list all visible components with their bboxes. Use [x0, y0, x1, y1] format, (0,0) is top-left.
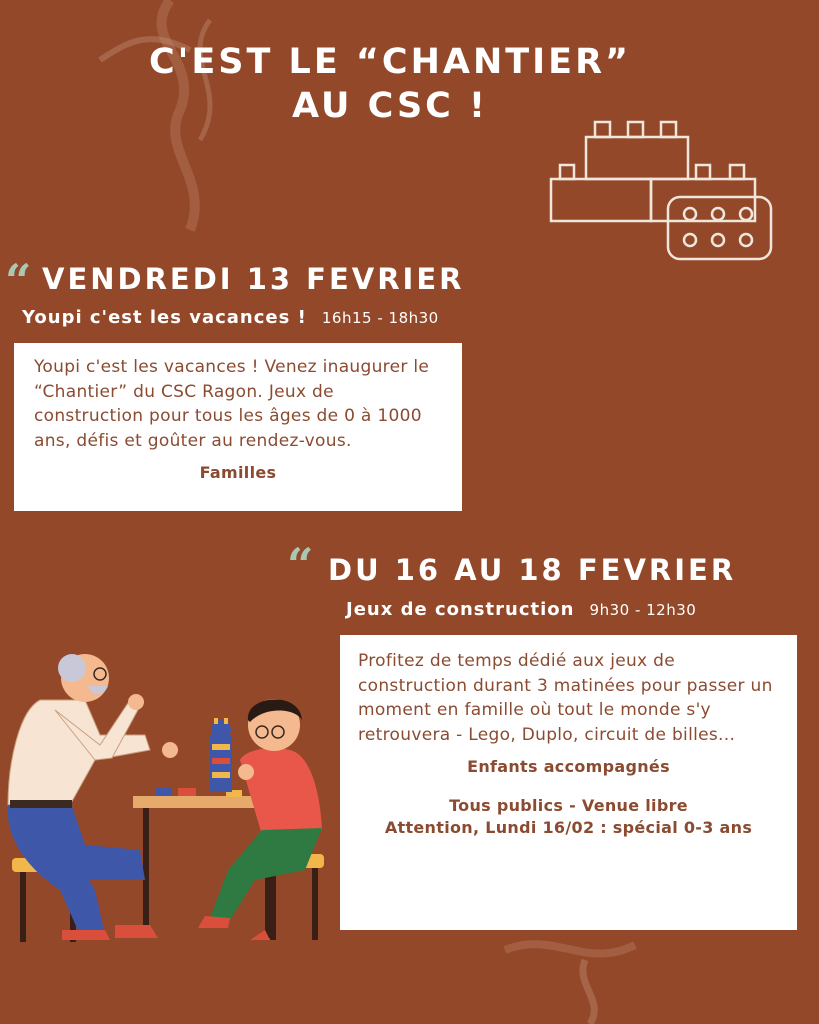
event2-time: 9h30 - 12h30	[589, 601, 697, 619]
event1-date: VENDREDI 13 FEVRIER	[42, 262, 465, 296]
event1-audience: Familles	[199, 463, 277, 482]
page-title	[0, 40, 780, 128]
quote-mark-icon: “	[287, 538, 314, 592]
event2-access: Tous publics - Venue libre	[449, 796, 688, 815]
grandfather-child-playing-blocks	[0, 640, 335, 950]
event2-card	[340, 635, 797, 930]
event1-description: Youpi c'est les vacances ! Venez inaugurer le “Chantier” du CSC Ragon. Jeux de construction pour tous les âges de 0 à 1000 ans, défis et goûter au rendez-vous.	[34, 357, 430, 451]
building-bricks-icon	[548, 120, 776, 262]
title-line-1: C'EST LE “CHANTIER”	[148, 42, 632, 82]
smoke-decoration-bottom	[495, 930, 675, 1024]
event1-card	[14, 343, 462, 511]
event2-notice: Attention, Lundi 16/02 : spécial 0-3 ans	[384, 818, 753, 837]
title-line-2: AU CSC !	[292, 86, 488, 126]
quote-mark-icon: “	[5, 254, 32, 308]
event2-description: Profitez de temps dédié aux jeux de construction durant 3 matinées pour passer un moment en famille où tout le monde s'y retrouvera - Lego, Duplo, circuit de billes...	[358, 651, 773, 745]
event2-audience: Enfants accompagnés	[467, 757, 670, 776]
event2-subtitle	[346, 599, 696, 620]
event2-date: DU 16 AU 18 FEVRIER	[328, 553, 737, 587]
event2-title: Jeux de construction	[346, 599, 575, 620]
event1-title: Youpi c'est les vacances !	[22, 307, 307, 328]
event1-time: 16h15 - 18h30	[321, 309, 439, 327]
event1-subtitle	[22, 307, 439, 328]
smoke-decoration-top	[60, 0, 260, 260]
